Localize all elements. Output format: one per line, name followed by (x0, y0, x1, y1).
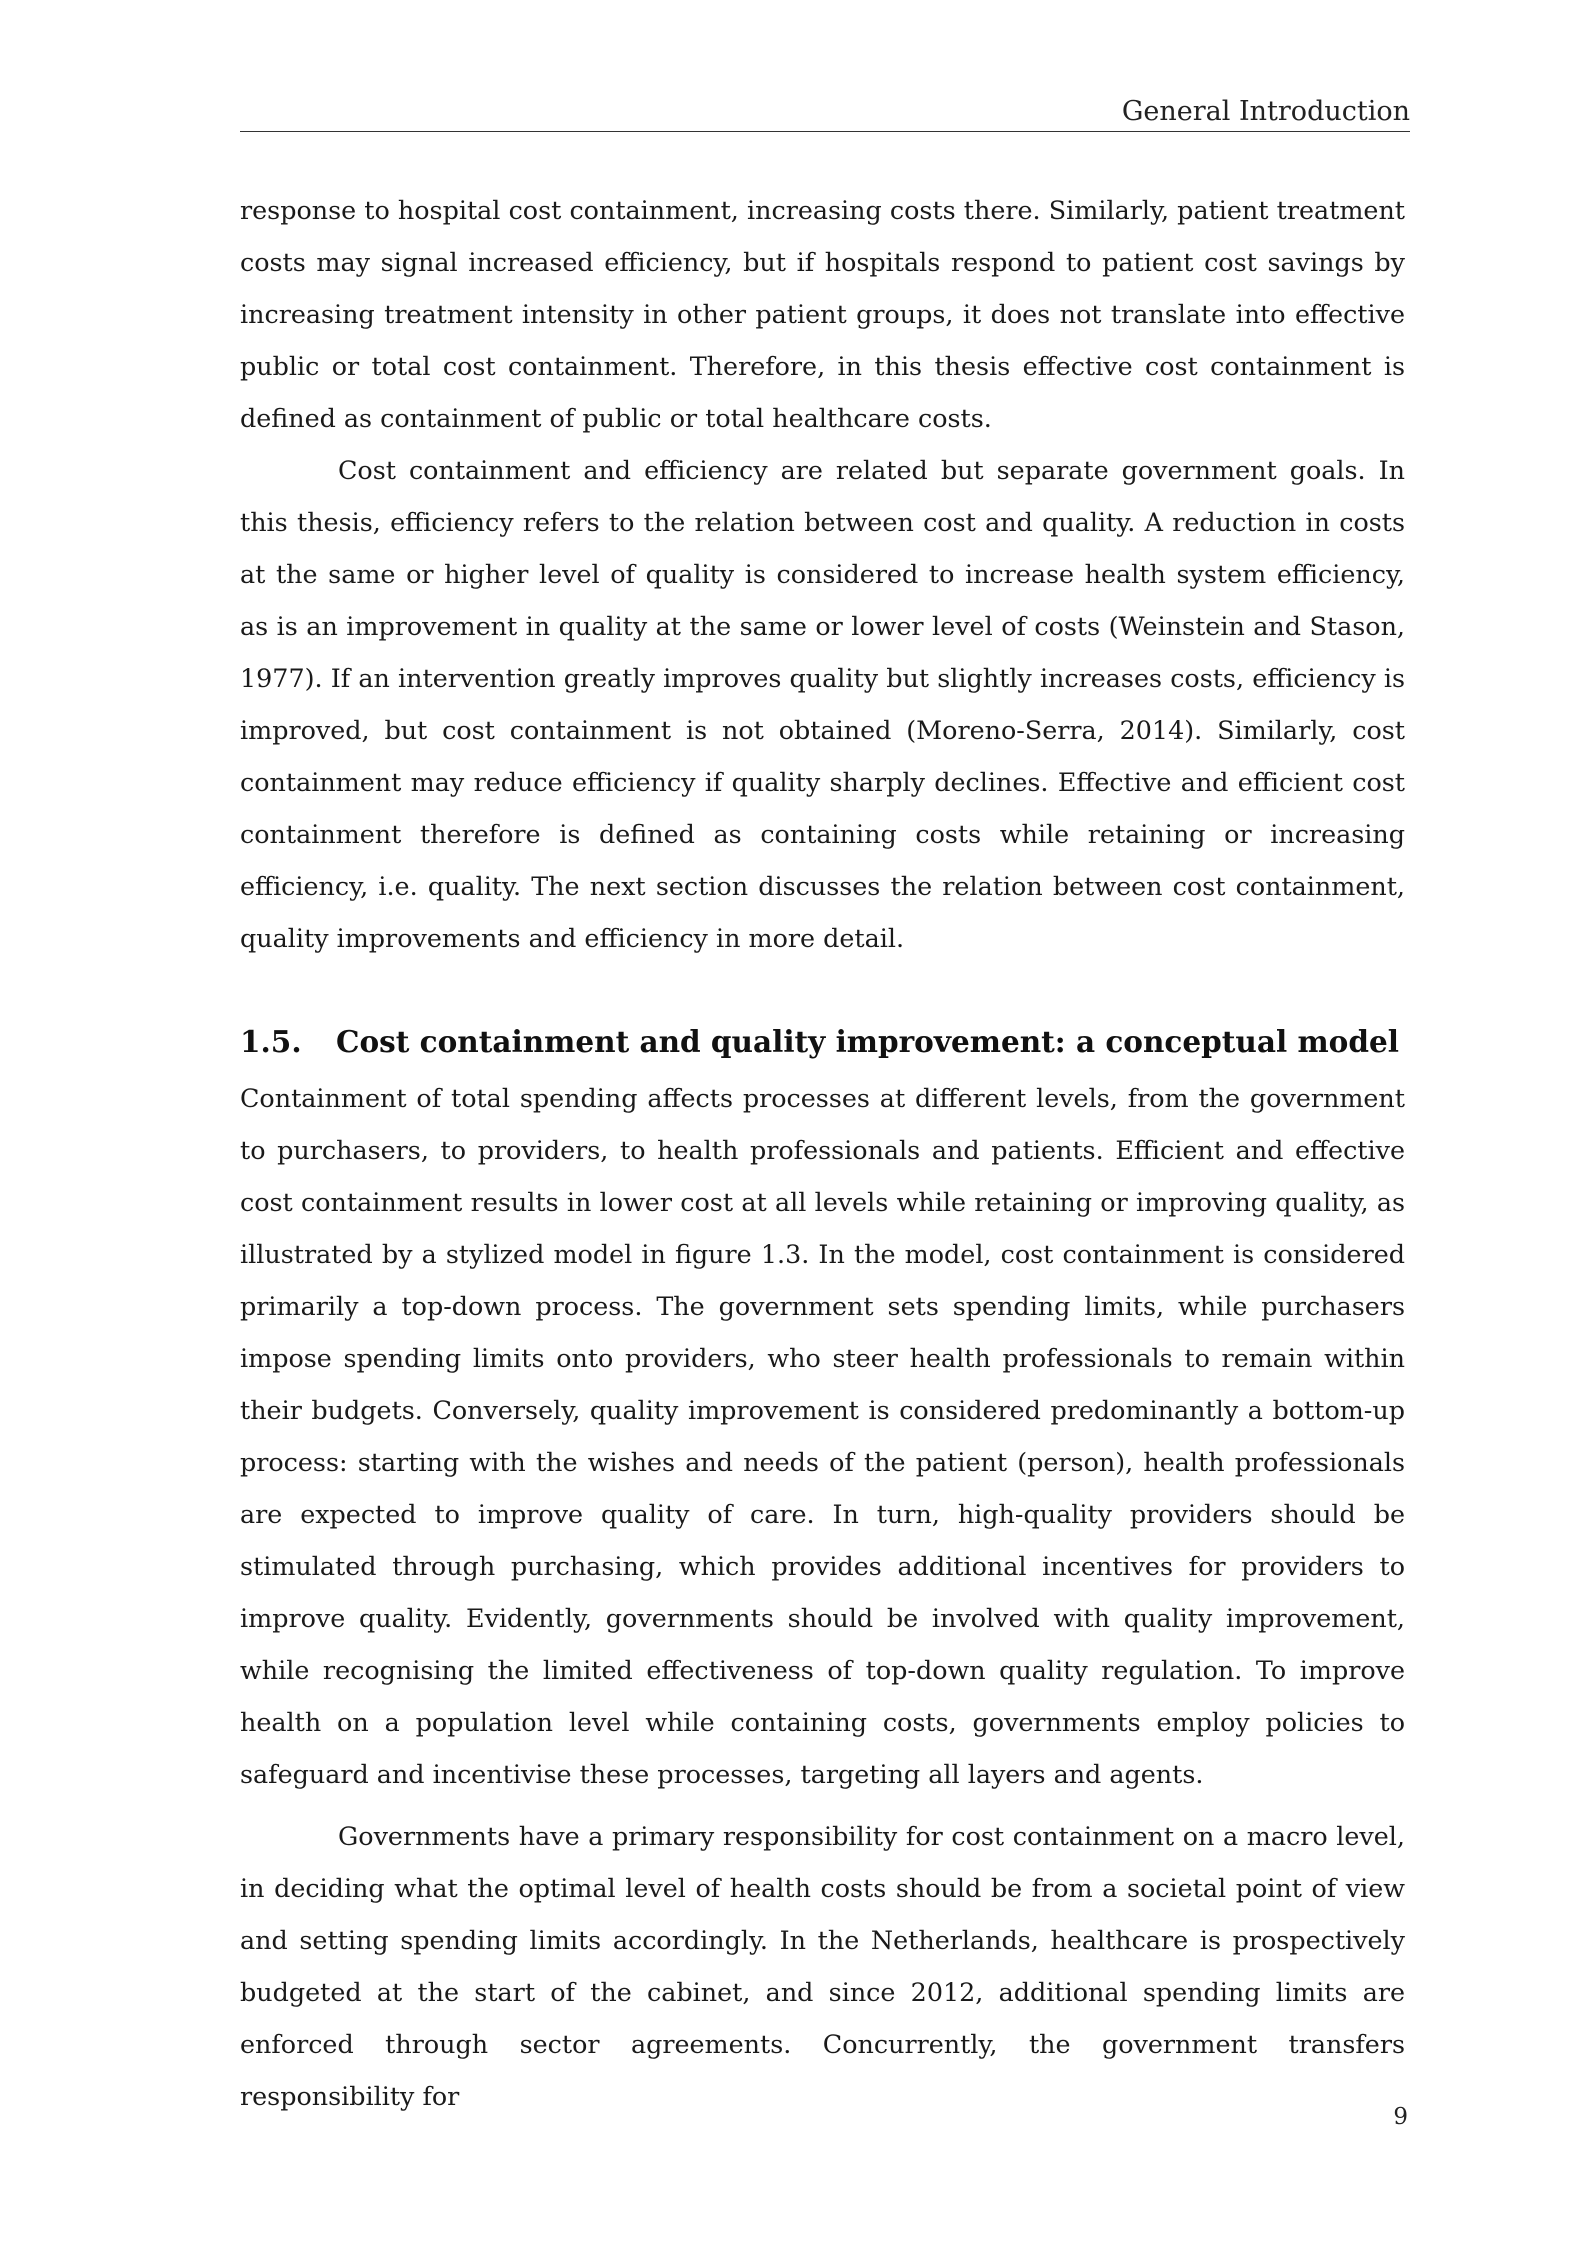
paragraph-text: Governments have a primary responsibility for cost containment on a macro level, in deciding what the optimal level of health costs should be from a societal point of view and setting spending limits accordingly. In the Netherlands, healthcare is prospectively budgeted at the start of the cabinet, and since 2012, additional spending limits are enforced through sector agreements. Concurrently, the government transfers responsibility for (240, 1821, 1405, 2111)
header-rule (240, 131, 1410, 132)
paragraph-efficiency (240, 444, 1405, 964)
paragraph-continuation (240, 184, 1405, 444)
section-title: Cost containment and quality improvement: a conceptual model (336, 1024, 1399, 1059)
paragraph-text: Cost containment and efficiency are related but separate government goals. In this thesis, efficiency refers to the relation between cost and quality. A reduction in costs at the same or higher level of quality is considered to increase health system efficiency, as is an improvement in quality at the same or lower level of costs (Weinstein and Stason, 1977). If an intervention greatly improves quality but slightly increases costs, efficiency is improved, but cost containment is not obtained (Moreno-Serra, 2014). Similarly, cost containment may reduce efficiency if quality sharply declines. Effective and efficient cost containment therefore is defined as containing costs while retaining or increasing efficiency, i.e. quality. The next section discusses the relation between cost containment, quality improvements and efficiency in more detail. (240, 455, 1405, 953)
page-number: 9 (1393, 2104, 1408, 2130)
paragraph-government-responsibility (240, 1810, 1405, 2122)
section-number: 1.5. (240, 1024, 302, 1059)
running-header-title: General Introduction (1121, 96, 1410, 127)
section-heading (240, 1018, 1410, 1066)
paragraph-conceptual-model (240, 1072, 1405, 1800)
paragraph-text: Containment of total spending affects processes at different levels, from the government to purchasers, to providers, to health professionals and patients. Efficient and effective cost containment results in lower cost at all levels while retaining or improving quality, as illustrated by a stylized model in figure 1.3. In the model, cost containment is considered primarily a top-down process. The government sets spending limits, while purchasers impose spending limits onto providers, who steer health professionals to remain within their budgets. Conversely, quality improvement is considered predominantly a bottom-up process: starting with the wishes and needs of the patient (person), health professionals are expected to improve quality of care. In turn, high-quality providers should be stimulated through purchasing, which provides additional incentives for providers to improve quality. Evidently, governments should be involved with quality improvement, while recognising the limited effectiveness of top-down quality regulation. To improve health on a population level while containing costs, governments employ policies to safeguard and incentivise these processes, targeting all layers and agents. (240, 1083, 1405, 1789)
paragraph-text: response to hospital cost containment, increasing costs there. Similarly, patient treatment costs may signal increased efficiency, but if hospitals respond to patient cost savings by increasing treatment intensity in other patient groups, it does not translate into effective public or total cost containment. Therefore, in this thesis effective cost containment is defined as containment of public or total healthcare costs. (240, 195, 1405, 433)
